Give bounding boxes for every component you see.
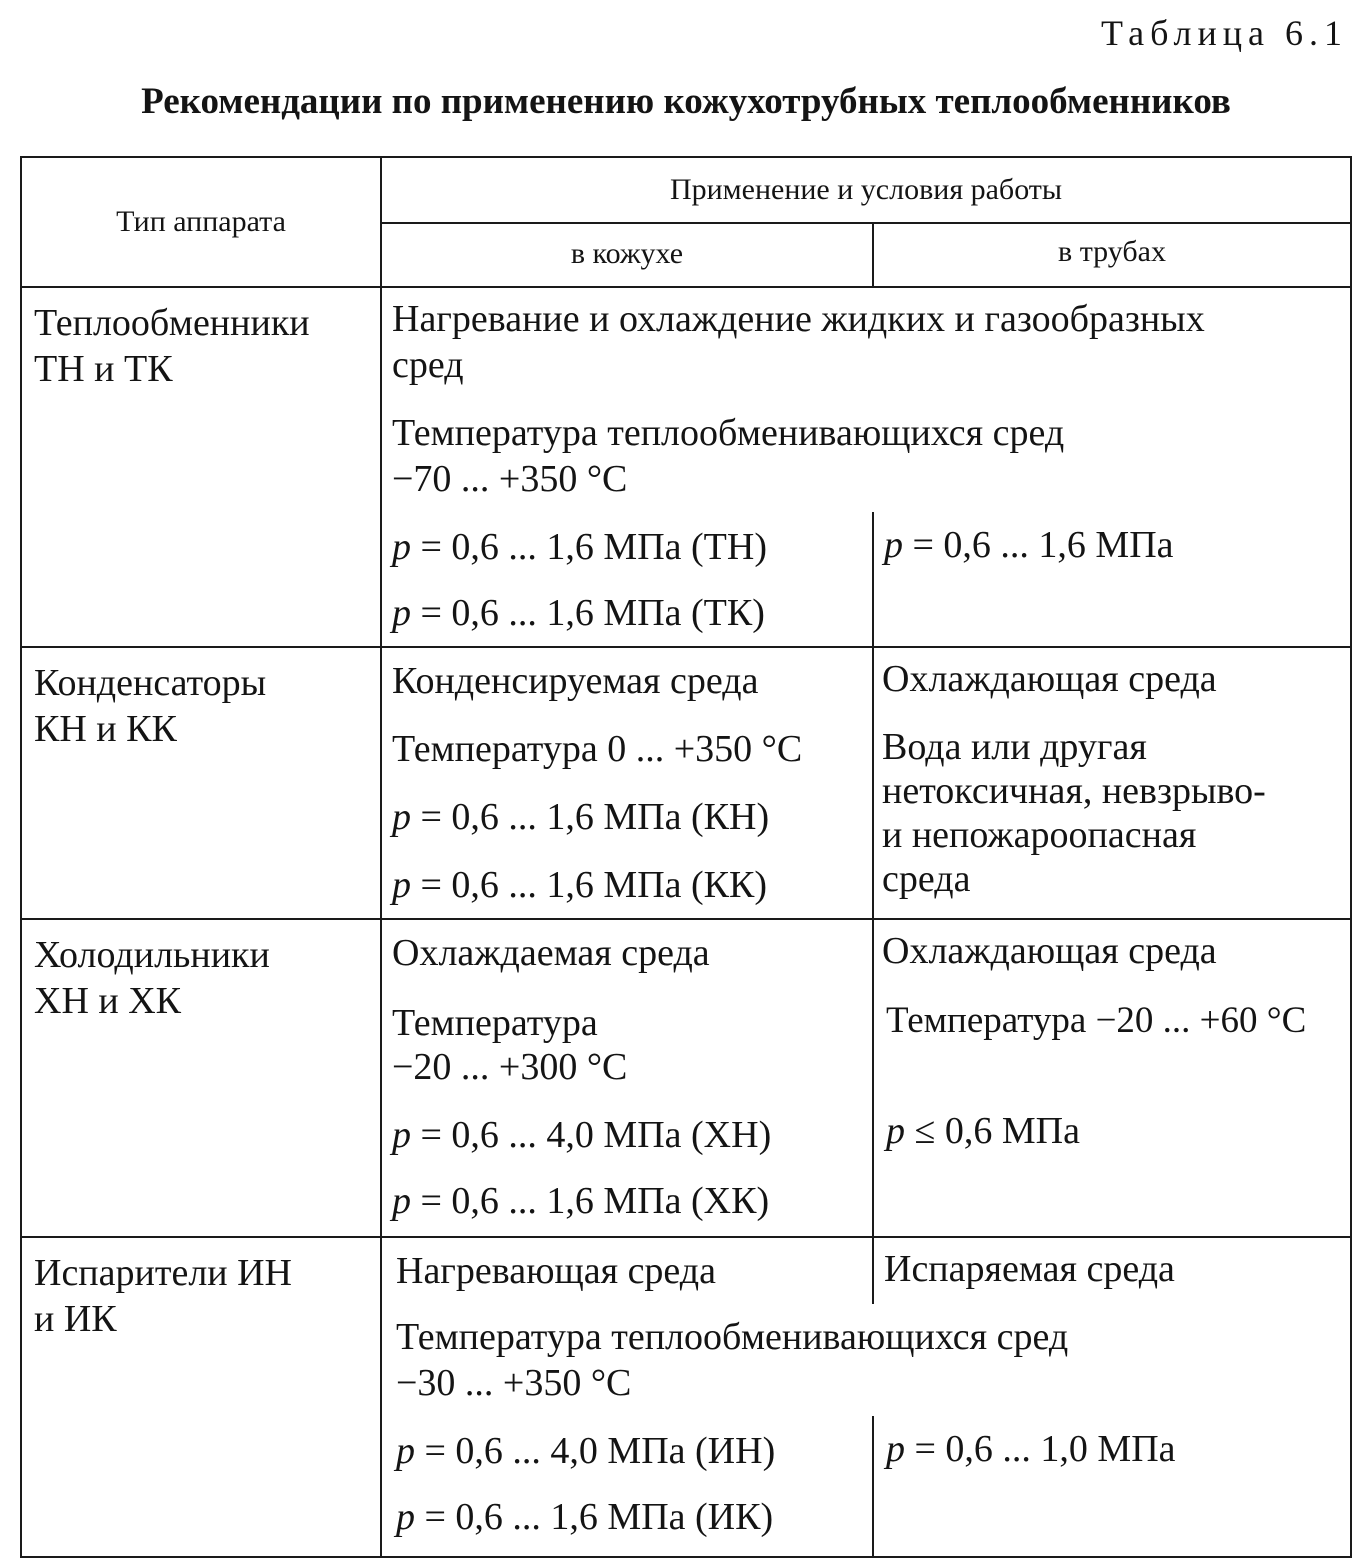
type-line: Холодильники xyxy=(34,934,270,976)
pressure-symbol: p xyxy=(392,864,411,906)
tube-temperature: Температура −20 ... +60 °С xyxy=(886,1000,1307,1041)
column-divider xyxy=(872,648,874,920)
pressure-line xyxy=(392,524,767,570)
header-group-label: Применение и условия работы xyxy=(669,173,1063,206)
type-line: Испарители ИН xyxy=(34,1252,293,1294)
type-line: и ИК xyxy=(34,1298,117,1340)
pressure-value: = 0,6 ... 1,6 МПа (ТК) xyxy=(411,592,765,634)
tube-description: нетоксичная, невзрыво- xyxy=(882,770,1266,812)
row-conditions-heat-exchangers xyxy=(381,287,1351,647)
tube-medium: Охлаждающая среда xyxy=(882,930,1217,972)
header-type xyxy=(21,157,381,287)
pressure-line xyxy=(396,1428,775,1474)
row-type-coolers xyxy=(21,919,381,1237)
shell-temperature: Температура 0 ... +350 °С xyxy=(392,728,803,770)
pressure-value: = 0,6 ... 1,6 МПа (КН) xyxy=(411,796,770,838)
pressure-value: = 0,6 ... 4,0 МПа (ХН) xyxy=(411,1114,772,1156)
table-row xyxy=(21,1237,1351,1557)
row-conditions-coolers xyxy=(381,919,1351,1237)
column-divider xyxy=(872,920,874,1238)
pressure-symbol: p xyxy=(392,526,411,568)
temperature-value: −30 ... +350 °С xyxy=(396,1362,632,1404)
tube-description: и непожароопасная xyxy=(882,814,1197,856)
tube-description: среда xyxy=(882,858,971,900)
type-line: Теплообменники xyxy=(34,302,310,344)
type-line: КН и КК xyxy=(34,708,177,750)
temperature-value: −70 ... +350 °С xyxy=(392,458,628,500)
pressure-line xyxy=(886,1108,1080,1154)
pressure-value: = 0,6 ... 1,6 МПа (ИК) xyxy=(415,1496,774,1538)
type-line: ХН и ХК xyxy=(34,980,182,1022)
pressure-line xyxy=(392,590,765,636)
shell-medium: Нагревающая среда xyxy=(396,1250,716,1292)
row-type-heat-exchangers xyxy=(21,287,381,647)
table-row xyxy=(21,919,1351,1237)
recommendations-table xyxy=(20,156,1352,1558)
row-conditions-evaporators xyxy=(381,1237,1351,1557)
shell-temperature-value: −20 ... +300 °С xyxy=(392,1046,628,1088)
pressure-symbol: p xyxy=(396,1430,415,1472)
tube-description: Вода или другая xyxy=(882,726,1147,768)
pressure-symbol: p xyxy=(886,1428,905,1470)
shell-medium: Конденсируемая среда xyxy=(392,660,759,702)
table-number: Таблица 6.1 xyxy=(1101,13,1348,53)
header-tubes-label: в трубах xyxy=(1058,235,1166,268)
header-shell-label: в кожухе xyxy=(570,237,684,270)
shell-medium: Охлаждаемая среда xyxy=(392,932,710,974)
tube-medium: Охлаждающая среда xyxy=(882,658,1217,700)
pressure-line xyxy=(884,522,1174,568)
table-row xyxy=(21,647,1351,919)
temperature-line: Температура теплообменивающихся сред xyxy=(392,412,1065,454)
table-row xyxy=(21,287,1351,647)
purpose-line: сред xyxy=(392,344,464,386)
pressure-value: = 0,6 ... 1,0 МПа xyxy=(905,1428,1176,1470)
type-line: ТН и ТК xyxy=(34,348,173,390)
temperature-line: Температура теплообменивающихся сред xyxy=(396,1316,1069,1358)
row-type-condensers xyxy=(21,647,381,919)
pressure-line xyxy=(392,794,769,840)
pressure-symbol: p xyxy=(392,1180,411,1222)
pressure-value: = 0,6 ... 1,6 МПа (ХК) xyxy=(411,1180,770,1222)
pressure-symbol: p xyxy=(392,796,411,838)
row-conditions-condensers xyxy=(381,647,1351,919)
pressure-line xyxy=(396,1494,773,1540)
tube-medium: Испаряемая среда xyxy=(884,1248,1175,1290)
purpose-line: Нагревание и охлаждение жидких и газообразных xyxy=(392,298,1205,340)
column-divider xyxy=(872,512,874,648)
pressure-value: = 0,6 ... 1,6 МПа (ТН) xyxy=(411,526,767,568)
header-row-group xyxy=(21,157,1351,223)
header-type-label: Тип аппарата xyxy=(116,205,286,238)
shell-temperature: Температура xyxy=(392,1002,598,1044)
type-line: Конденсаторы xyxy=(34,662,267,704)
pressure-value: = 0,6 ... 1,6 МПа xyxy=(903,524,1174,566)
pressure-line xyxy=(392,1178,769,1224)
pressure-symbol: p xyxy=(392,1114,411,1156)
pressure-line xyxy=(392,1112,771,1158)
pressure-line xyxy=(886,1426,1176,1472)
pressure-symbol: p xyxy=(396,1496,415,1538)
pressure-value: ≤ 0,6 МПа xyxy=(905,1110,1080,1152)
column-divider xyxy=(872,1238,874,1304)
row-type-evaporators xyxy=(21,1237,381,1557)
pressure-symbol: p xyxy=(886,1110,905,1152)
pressure-line xyxy=(392,862,767,908)
table-title: Рекомендации по применению кожухотрубных теплообменников xyxy=(141,81,1231,122)
pressure-value: = 0,6 ... 4,0 МПа (ИН) xyxy=(415,1430,776,1472)
header-sub xyxy=(381,223,1351,287)
pressure-symbol: p xyxy=(884,524,903,566)
column-divider xyxy=(872,1416,874,1558)
header-group xyxy=(381,157,1351,223)
pressure-symbol: p xyxy=(392,592,411,634)
pressure-value: = 0,6 ... 1,6 МПа (КК) xyxy=(411,864,768,906)
